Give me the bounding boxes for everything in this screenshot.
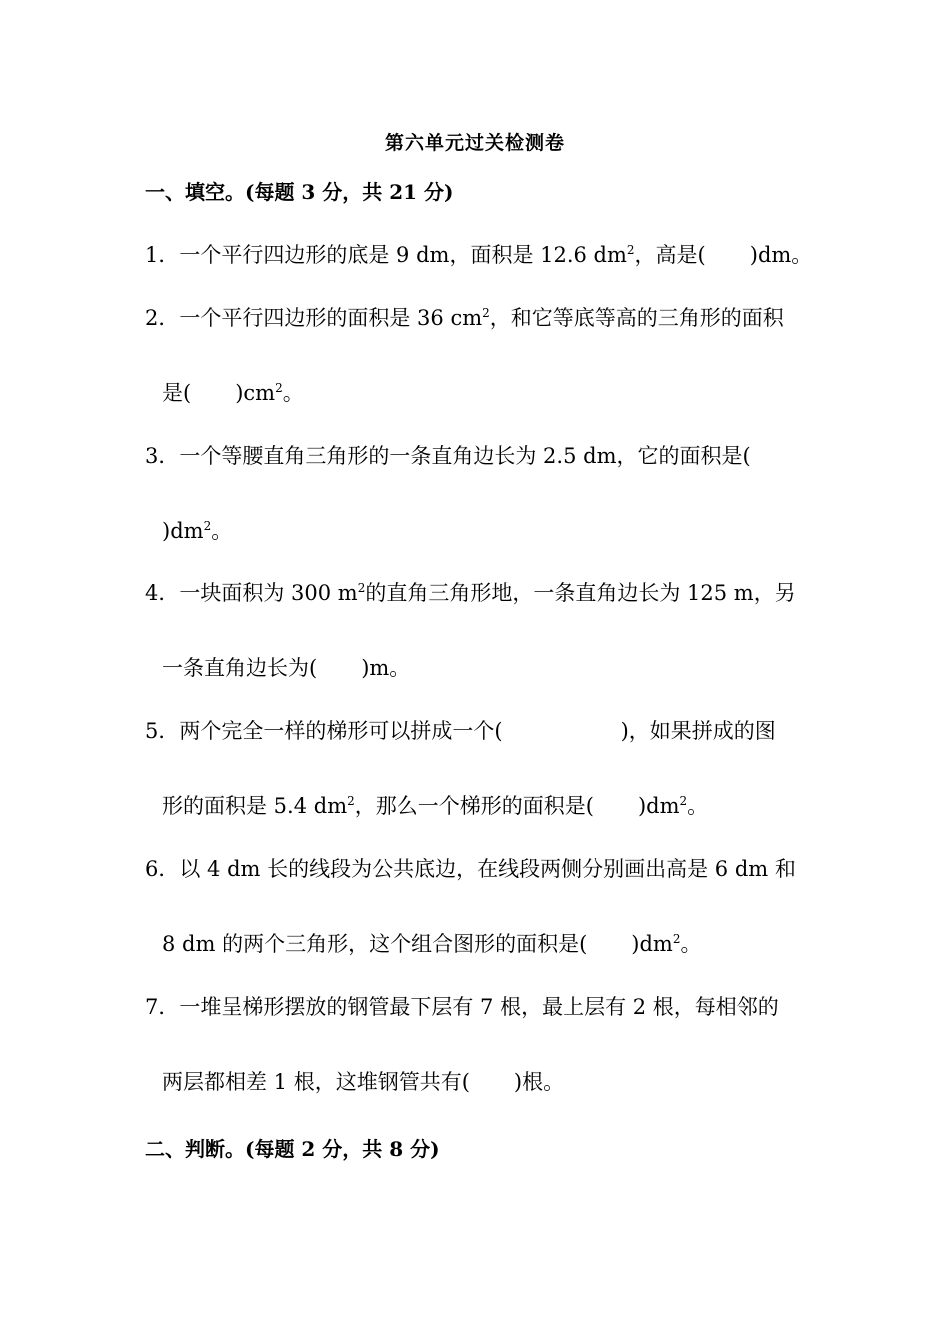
question-1: 1．一个平行四边形的底是 9 dm，面积是 12.6 $dm^2$，高是( )dm。 <box>145 243 813 267</box>
question-2-continued: 是( )$cm^2$。 <box>162 381 304 405</box>
question-6-continued: 8 dm 的两个三角形，这个组合图形的面积是( )$dm^2$。 <box>162 932 702 956</box>
question-2: 2．一个平行四边形的面积是 36 $cm^2$，和它等底等高的三角形的面积 <box>145 306 784 330</box>
section-heading-true-false: 二、判断。(每题 2 分，共 8 分) <box>145 1137 440 1161</box>
question-3-continued: )$dm^2$。 <box>162 519 233 543</box>
question-5-continued: 形的面积是 5.4 $dm^2$，那么一个梯形的面积是( )$dm^2$。 <box>162 794 709 818</box>
question-5: 5．两个完全一样的梯形可以拼成一个( )，如果拼成的图 <box>145 719 776 743</box>
question-3: 3．一个等腰直角三角形的一条直角边长为 2.5 dm，它的面积是( <box>145 444 751 468</box>
page-title: 第六单元过关检测卷 <box>384 132 565 154</box>
question-7: 7．一堆呈梯形摆放的钢管最下层有 7 根，最上层有 2 根，每相邻的 <box>145 995 779 1019</box>
question-7-continued: 两层都相差 1 根，这堆钢管共有( )根。 <box>162 1070 565 1094</box>
section-heading-fill-in: 一、填空。(每题 3 分，共 21 分) <box>145 180 454 204</box>
question-6: 6．以 4 dm 长的线段为公共底边，在线段两侧分别画出高是 6 dm 和 <box>145 857 796 881</box>
question-4-continued: 一条直角边长为( )m。 <box>162 656 411 680</box>
question-4: 4．一块面积为 300 $m^2$的直角三角形地，一条直角边长为 125 m，另 <box>145 581 796 605</box>
